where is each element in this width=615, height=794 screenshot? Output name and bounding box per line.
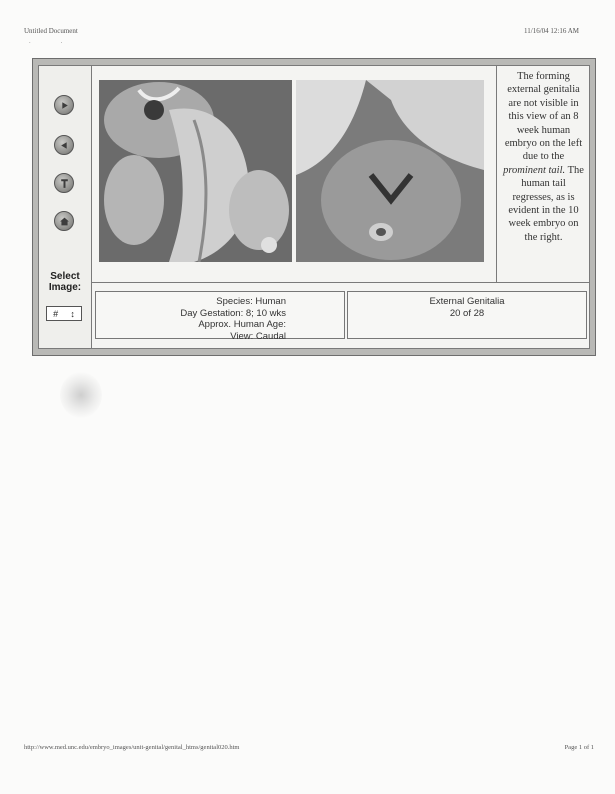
select-image-label: Select Image: bbox=[48, 271, 82, 293]
image-select-value: # bbox=[53, 308, 59, 319]
scan-smudge bbox=[60, 372, 102, 418]
home-icon bbox=[59, 216, 70, 227]
image-panel bbox=[91, 66, 496, 283]
print-header-title: Untitled Document bbox=[24, 27, 78, 35]
print-footer-url: http://www.med.unc.edu/embryo_images/unit-genital/genital_htms/genital020.htm bbox=[24, 744, 240, 751]
image-select[interactable] bbox=[46, 306, 82, 321]
specimen-info-box bbox=[95, 291, 345, 342]
human-age-text: Approx. Human Age: bbox=[198, 319, 286, 331]
nav-sidebar bbox=[39, 66, 92, 348]
print-header-datetime: 11/16/04 12:16 AM bbox=[524, 27, 579, 35]
topic-text: External Genitalia bbox=[429, 296, 505, 307]
caption-panel bbox=[496, 66, 589, 283]
embryo-8-week-image bbox=[99, 80, 292, 262]
caption-text: The forming external genitalia are not visible in this view of an 8 week human embryo on the left due to the prominent tail. The human tail regresses, as is evident in the 10 week embryo on the right. bbox=[503, 71, 584, 243]
play-forward-icon bbox=[59, 100, 70, 111]
image-counter: 20 of 28 bbox=[449, 307, 485, 319]
viewer-panel bbox=[38, 65, 590, 349]
gestation-text: Day Gestation: 8; 10 wks bbox=[180, 307, 286, 319]
header-marks: .. bbox=[29, 39, 93, 45]
viewer-frame bbox=[32, 58, 596, 356]
text-button[interactable] bbox=[54, 173, 74, 193]
chevron-updown-icon: ↕ bbox=[70, 308, 75, 319]
print-footer-page: Page 1 of 1 bbox=[564, 744, 594, 751]
t-icon bbox=[59, 178, 70, 189]
caption-emphasis: prominent tail. bbox=[503, 164, 566, 176]
species-text: Species: Human bbox=[216, 296, 286, 307]
view-text: View: Caudal bbox=[230, 330, 286, 342]
next-button[interactable] bbox=[54, 95, 74, 115]
home-button[interactable] bbox=[54, 211, 74, 231]
previous-button[interactable] bbox=[54, 135, 74, 155]
topic-info-box bbox=[347, 291, 587, 339]
play-back-icon bbox=[59, 140, 70, 151]
embryo-10-week-image bbox=[296, 80, 484, 262]
